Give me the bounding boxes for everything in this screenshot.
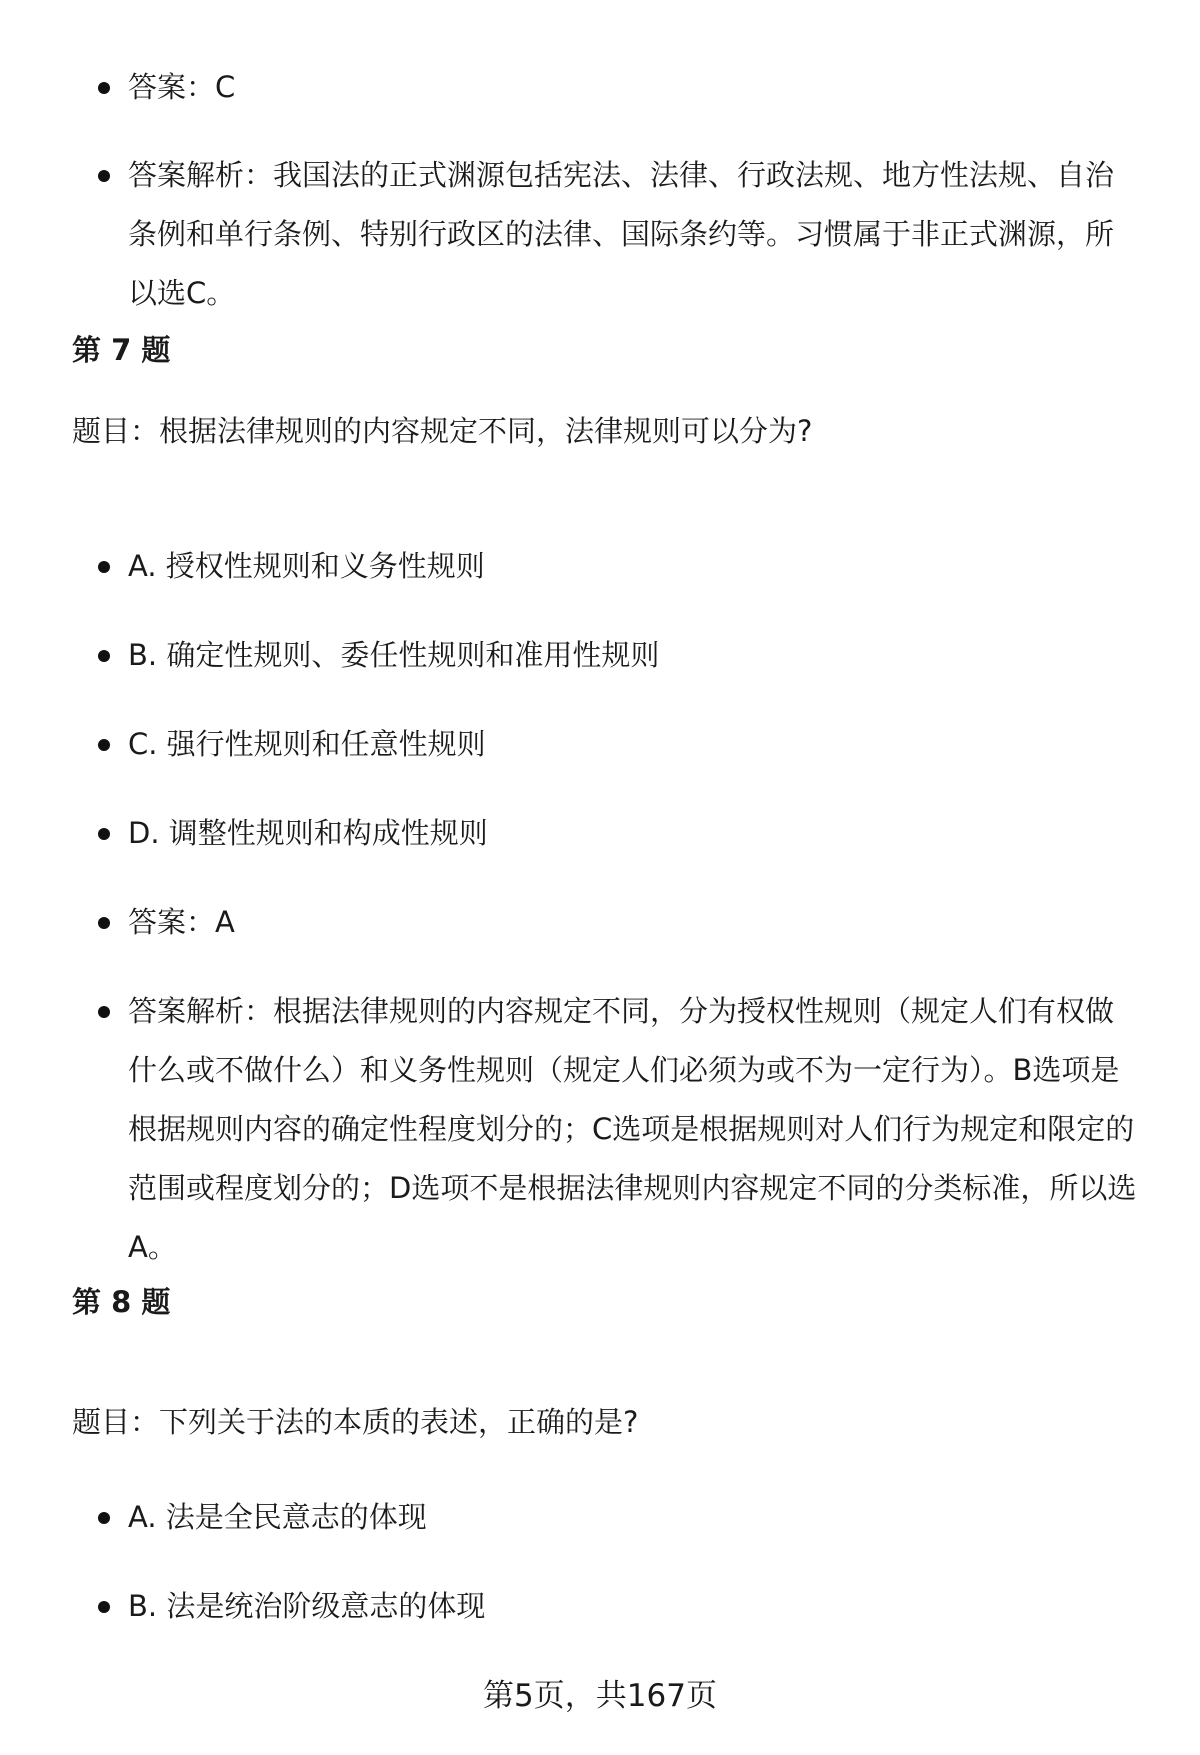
option-b: B. 法是统治阶级意志的体现 (128, 1577, 1142, 1636)
explanation-text: 答案解析：根据法律规则的内容规定不同，分为授权性规则（规定人们有权做什么或不做什么）和义务性规则（规定人们必须为或不为一定行为）。B选项是根据规则内容的确定性程度划分的；C选项是根据规则对人们行为规定和限定的范围或程度划分的；D选项不是根据法律规则内容规定不同的分类标准，所以选A。 (128, 982, 1142, 1277)
question-heading: 第 7 题 (72, 333, 171, 367)
explanation-text: 答案解析：我国法的正式渊源包括宪法、法律、行政法规、地方性法规、自治条例和单行条例、特别行政区的法律、国际条约等。习惯属于非正式渊源，所以选C。 (128, 146, 1142, 323)
option-b: B. 确定性规则、委任性规则和准用性规则 (128, 626, 1142, 685)
page-number: 第5页，共167页 (483, 1678, 717, 1714)
option-c: C. 强行性规则和任意性规则 (128, 715, 1142, 774)
answer-line: 答案：A (128, 893, 1142, 952)
question-stem: 题目：下列关于法的本质的表述，正确的是? (72, 1405, 639, 1439)
question-heading: 第 8 题 (72, 1285, 171, 1319)
question-stem: 题目：根据法律规则的内容规定不同，法律规则可以分为? (72, 414, 813, 448)
option-a: A. 授权性规则和义务性规则 (128, 537, 1142, 596)
answer-line: 答案：C (128, 58, 1142, 117)
option-d: D. 调整性规则和构成性规则 (128, 804, 1142, 863)
option-a: A. 法是全民意志的体现 (128, 1488, 1142, 1547)
